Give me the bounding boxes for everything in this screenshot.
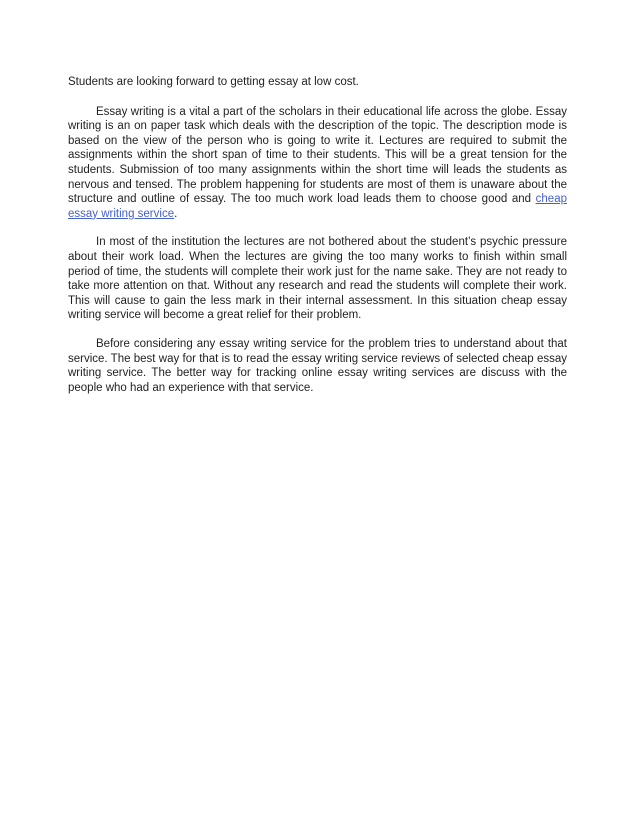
paragraph-1-period: .	[174, 207, 178, 220]
paragraph-1	[68, 105, 567, 222]
intro-line: Students are looking forward to getting essay at low cost.	[68, 76, 359, 88]
paragraph-1-text: Essay writing is a vital a part of the scholars in their educational life across the globe. Essay writing is an on paper task which deals with the description of the topic. The description mode is based on the view of the person who is going to write it. Lectures are required to submit the assignments within the short span of time to their students. This will be a great tension for the students. Submission of too many assignments within the short time will leads the students as nervous and tensed. The problem happening for students are most of them is unaware about the structure and outline of essay. The too much work load leads them to choose good and	[68, 105, 567, 206]
paragraph-3: Before considering any essay writing service for the problem tries to understand about that service. The best way for that is to read the essay writing service reviews of selected cheap essay writing service. The better way for tracking online essay writing services are discuss with the people who had an experience with that service.	[68, 337, 567, 394]
cheap-essay-writing-service-link[interactable]: cheap essay writing service	[68, 193, 567, 220]
paragraph-2: In most of the institution the lectures are not bothered about the student’s psychic pressure about their work load. When the lectures are giving the too many works to finish within small period of time, the students will complete their work just for the name sake. They are not ready to take more attention on that. Without any research and read the students will complete their work. This will cause to gain the less mark in their internal assessment. In this situation cheap essay writing service will become a great relief for their problem.	[68, 236, 567, 322]
